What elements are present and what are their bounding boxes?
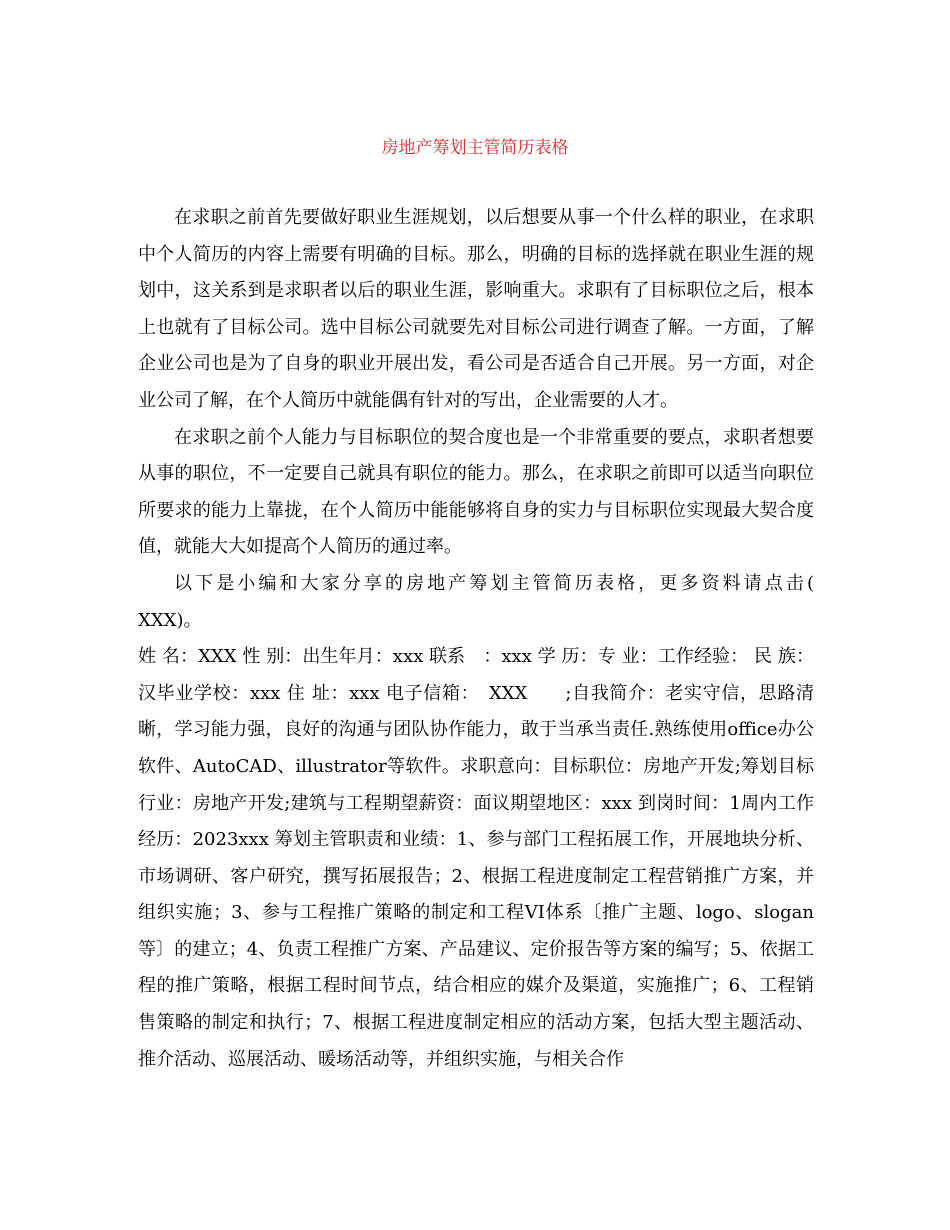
paragraph-ability-match: 在求职之前个人能力与目标职位的契合度也是一个非常重要的要点，求职者想要从事的职位，不一定要自己就具有职位的能力。那么，在求职之前即可以适当向职位所要求的能力上靠拢，在个人简历中能能够将自身的实力与目标职位实现最大契合度值，就能大大如提高个人简历的通过率。 xyxy=(138,426,814,558)
resume-details: 姓 名：XXX 性 别：出生年月：xxx 联系 ：xxx 学 历：专 业：工作经验： 民 族：汉毕业学校：xxx 住 址：xxx 电子信箱： XXX ;自我简介：老实守信，思路清晰，学习能力强，良好的沟通与团队协作能力，敢于当承当责任.熟练使用office办公软件、AutoCAD、illustrator等软件。求职意向：目标职位：房地产开发;筹划目标行业：房地产开发;建筑与工程期望薪资：面议期望地区：xxx 到岗时间：1周内工作经历：2023xxx 筹划主管职责和业绩：1、参与部门工程拓展工作，开展地块分析、市场调研、客户研究，撰写拓展报告；2、根据工程进度制定工程营销推广方案，并组织实施；3、参与工程推广策略的制定和工程VI体系〔推广主题、logo、slogan等〕的建立；4、负责工程推广方案、产品建议、定价报告等方案的编写；5、依据工程的推广策略，根据工程时间节点，结合相应的媒介及渠道，实施推广；6、工程销售策略的制定和执行；7、根据工程进度制定相应的活动方案，包括大型主题活动、推介活动、巡展活动、暖场活动等，并组织实施，与相关合作 xyxy=(138,646,814,1070)
document-body xyxy=(138,200,850,1078)
paragraph-share-intro: 以下是小编和大家分享的房地产筹划主管简历表格，更多资料请点击( XXX)。 xyxy=(138,572,850,631)
document-title: 房地产筹划主管简历表格 xyxy=(381,138,569,158)
paragraph-career-planning: 在求职之前首先要做好职业生涯规划，以后想要从事一个什么样的职业，在求职中个人简历的内容上需要有明确的目标。那么，明确的目标的选择就在职业生涯的规划中，这关系到是求职者以后的职业生涯，影响重大。求职有了目标职位之后，根本上也就有了目标公司。选中目标公司就要先对目标公司进行调查了解。一方面，了解企业公司也是为了自身的职业开展出发，看公司是否适合自己开展。另一方面，对企业公司了解，在个人简历中就能偶有针对的写出，企业需要的人才。 xyxy=(138,207,814,411)
